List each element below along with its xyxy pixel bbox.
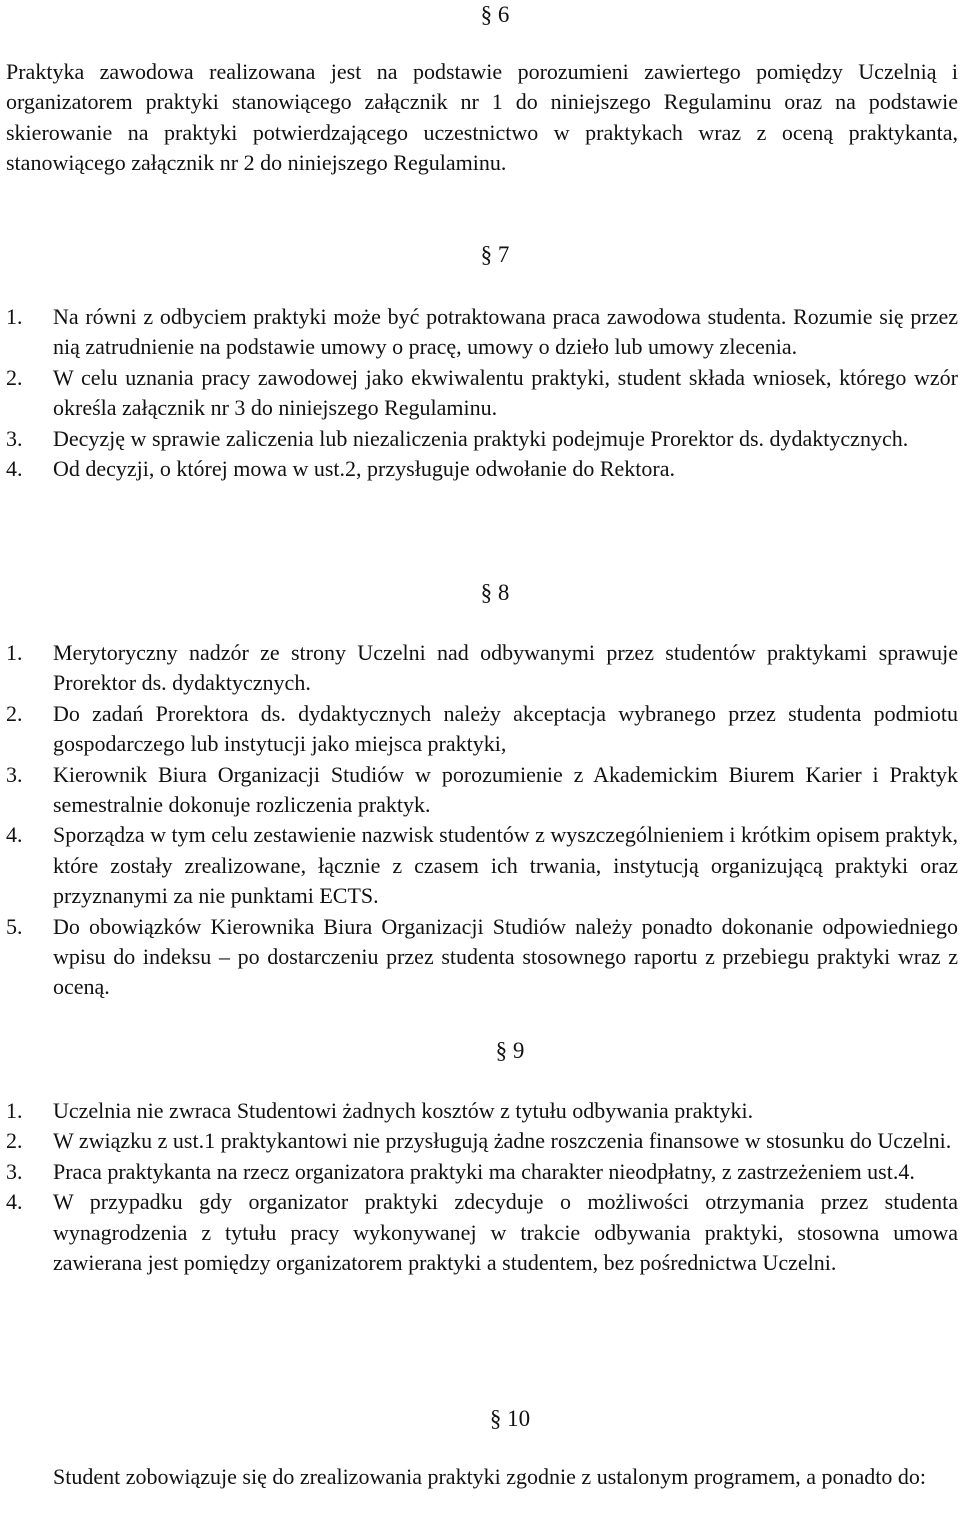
- section-heading-8: § 8: [480, 580, 510, 605]
- section-6-body: [6, 57, 958, 179]
- item-text: Kierownik Biura Organizacji Studiów w porozumienie z Akademickim Biurem Karier i Praktyk semestralnie dokonuje rozliczenia praktyk.: [53, 761, 958, 818]
- item-number: 4.: [6, 456, 23, 482]
- section-10-body: [53, 1462, 958, 1492]
- item-text: Uczelnia nie zwraca Studentowi żadnych kosztów z tytułu odbywania praktyki.: [53, 1098, 754, 1123]
- section-heading-9: § 9: [495, 1038, 525, 1063]
- list-item: [6, 760, 958, 821]
- section-9-body: [6, 1096, 958, 1278]
- item-number: 4.: [6, 1189, 23, 1215]
- section-6-paragraph: Praktyka zawodowa realizowana jest na podstawie porozumieni zawiertego pomiędzy Uczelnią i organizatorem praktyki stanowiącego załącznik nr 1 do niniejszego Regulaminu oraz na podstawie skierowanie na praktyki potwierdzającego uczestnictwo w praktykach wraz z oceną praktykanta, stanowiącego załącznik nr 2 do niniejszego Regulaminu.: [6, 59, 958, 176]
- list-item: [6, 638, 958, 699]
- item-text: Od decyzji, o której mowa w ust.2, przysługuje odwołanie do Rektora.: [53, 456, 675, 482]
- item-number: 2.: [6, 700, 23, 726]
- item-text: Merytoryczny nadzór ze strony Uczelni nad odbywanymi przez studentów praktykami sprawuje Prorektor ds. dydaktycznych.: [53, 640, 958, 696]
- item-text: Praca praktykanta na rzecz organizatora praktyki ma charakter nieodpłatny, z zastrzeżeniem ust.4.: [53, 1158, 915, 1184]
- item-text: Do obowiązków Kierownika Biura Organizacji Studiów należy ponadto dokonanie odpowiedniego wpisu do indeksu – po dostarczeniu przez studenta stosownego raportu z przebiegu praktyki wraz z oceną.: [53, 913, 958, 1000]
- list-item: [6, 454, 958, 484]
- item-text: Decyzję w sprawie zaliczenia lub niezaliczenia praktyki podejmuje Prorektor ds. dydaktycznych.: [53, 425, 909, 451]
- item-text: W związku z ust.1 praktykantowi nie przysługują żadne roszczenia finansowe w stosunku do Uczelni.: [53, 1128, 952, 1154]
- item-text: Na równi z odbyciem praktyki może być potraktowana praca zawodowa studenta. Rozumie się przez nią zatrudnienie na podstawie umowy o pracę, umowy o dzieło lub umowy zlecenia.: [53, 304, 958, 360]
- item-text: Do zadań Prorektora ds. dydaktycznych należy akceptacja wybranego przez studenta podmiotu gospodarczego lub instytucji jako miejsca praktyki,: [53, 700, 958, 757]
- item-number: 2.: [6, 1128, 23, 1154]
- item-number: 1.: [6, 640, 23, 665]
- section-heading-6: § 6: [480, 2, 510, 27]
- item-number: 3.: [6, 761, 23, 787]
- item-number: 1.: [6, 304, 23, 329]
- list-item: [6, 912, 958, 1003]
- section-8-list: [6, 638, 958, 1003]
- section-8-body: [6, 638, 958, 1003]
- section-7-list: [6, 302, 958, 484]
- section-7-body: [6, 302, 958, 484]
- item-text: W przypadku gdy organizator praktyki zdecyduje o możliwości otrzymania przez studenta wynagrodzenia z tytułu pracy wykonywanej w trakcie odbywania praktyki, stosowna umowa zawierana jest pomiędzy organizatorem praktyki a studentem, bez pośrednictwa Uczelni.: [53, 1189, 958, 1276]
- list-item: [6, 820, 958, 911]
- section-9-list: [6, 1096, 958, 1278]
- list-item: [6, 424, 958, 454]
- item-number: 4.: [6, 822, 23, 848]
- list-item: [6, 1187, 958, 1278]
- section-10-paragraph: Student zobowiązuje się do zrealizowania praktyki zgodnie z ustalonym programem, a ponadto do:: [53, 1464, 927, 1489]
- item-number: 3.: [6, 1158, 23, 1184]
- item-number: 5.: [6, 913, 23, 939]
- item-number: 3.: [6, 425, 23, 451]
- item-text: Sporządza w tym celu zestawienie nazwisk studentów z wyszczególnieniem i krótkim opisem praktyk, które zostały zrealizowane, łącznie z czasem ich trwania, instytucją organizującą praktyki oraz przyznanymi za nie punktami ECTS.: [53, 822, 958, 909]
- item-number: 2.: [6, 364, 23, 390]
- list-item: [6, 1157, 958, 1187]
- list-item: [6, 1126, 958, 1156]
- item-number: 1.: [6, 1098, 23, 1123]
- item-text: W celu uznania pracy zawodowej jako ekwiwalentu praktyki, student składa wniosek, którego wzór określa załącznik nr 3 do niniejszego Regulaminu.: [53, 364, 958, 421]
- list-item: [6, 699, 958, 760]
- list-item: [6, 363, 958, 424]
- section-heading-10: § 10: [489, 1406, 531, 1431]
- list-item: [6, 1096, 958, 1126]
- list-item: [6, 302, 958, 363]
- section-heading-7: § 7: [480, 242, 510, 267]
